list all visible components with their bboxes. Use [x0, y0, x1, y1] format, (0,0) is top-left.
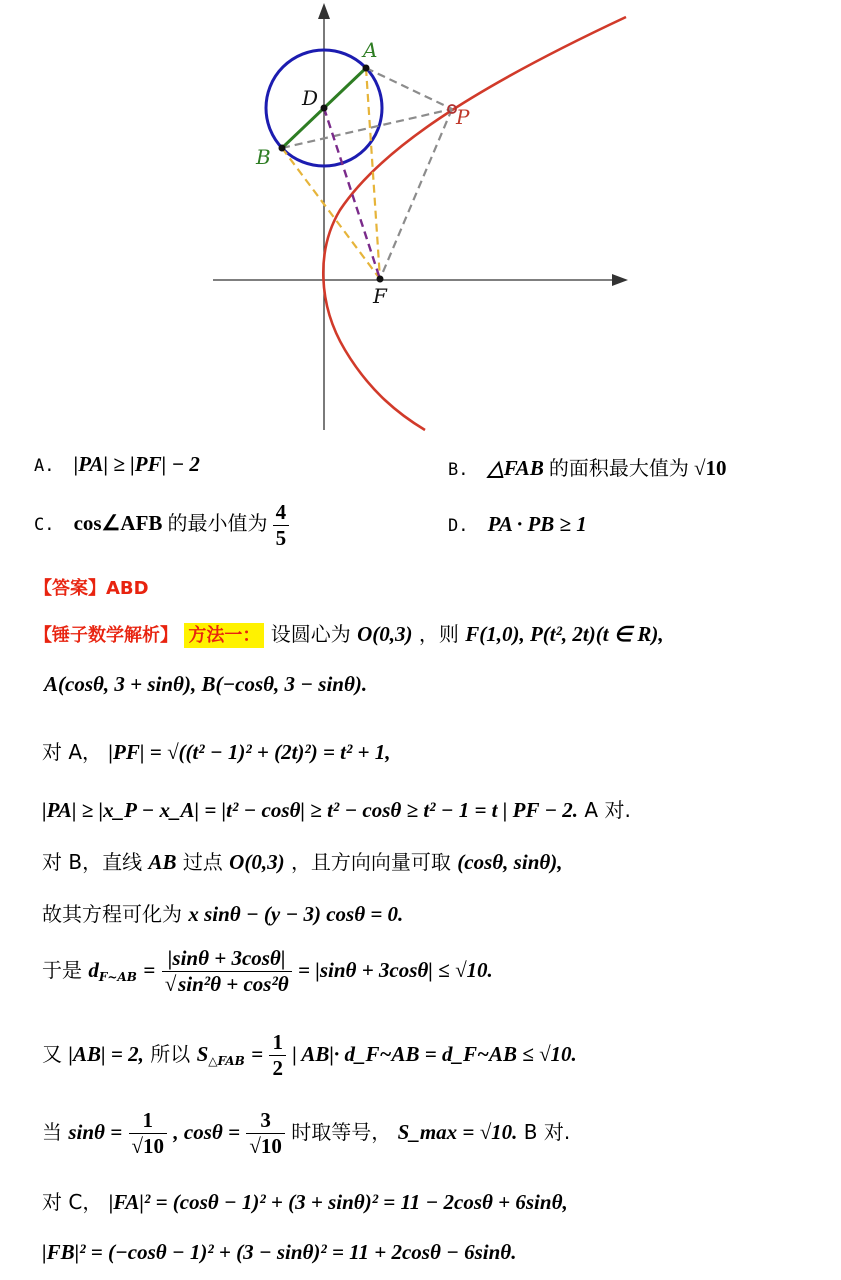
option-d — [448, 512, 587, 537]
analysis-a-2 — [42, 794, 631, 823]
b-cos-num: 3 — [246, 1108, 285, 1134]
b-sin-num: 1 — [129, 1108, 168, 1134]
b-d-den: sin²θ + cos²θ — [178, 972, 289, 996]
c-fb: |FB|² = (−cosθ − 1)² + (3 − sinθ)² = 11 + 2cosθ − 6sinθ. — [42, 1240, 517, 1264]
a-line2: |PA| ≥ |x_P − x_A| = |t² − cosθ| ≥ t² − cosθ ≥ t² − 1 = t | PF − 2. — [42, 798, 579, 822]
analysis-label: 【锤子数学解析】 — [34, 625, 178, 646]
analysis-line-2 — [44, 672, 367, 697]
then-text: ，则 — [418, 622, 459, 646]
b-sin-den: √10 — [131, 1134, 165, 1158]
option-c-num: 4 — [273, 500, 290, 526]
point-a — [363, 65, 370, 72]
method-label: 方法一： — [184, 623, 264, 648]
b-sin-fraction — [129, 1108, 168, 1159]
b-s-half-den: 2 — [272, 1056, 283, 1080]
y-axis-arrow — [318, 3, 330, 19]
b-cos-lhs: , cosθ = — [173, 1120, 241, 1144]
option-b — [448, 452, 727, 481]
b-eq-cond-text: 当 — [42, 1120, 62, 1144]
b-s-text2: 所以 — [150, 1042, 191, 1066]
x-axis-arrow — [612, 274, 628, 286]
b-d-sub: F~AB — [98, 970, 137, 984]
b-sin-lhs: sinθ = — [68, 1120, 123, 1144]
points-line: F(1,0), P(t², 2t)(t ∈ R), — [465, 622, 664, 646]
b-d-num: |sinθ + 3cosθ| — [162, 946, 292, 972]
analysis-line-1 — [34, 618, 664, 647]
label-p: P — [456, 105, 470, 129]
center-o: O(0,3) — [357, 622, 413, 646]
point-b — [279, 145, 286, 152]
option-c-letter: C. — [34, 515, 55, 535]
a-pf: |PF| = √((t² − 1)² + (2t)²) = t² + 1, — [108, 740, 391, 764]
answer-line — [34, 574, 149, 600]
b-d-fraction: $\frac{|\sin\theta + 3\cos\theta|}{\text{√sin²θ + cos²θ}}$ — [162, 946, 292, 997]
option-c-den: 5 — [275, 526, 287, 550]
b-eq: x sinθ − (y − 3) cosθ = 0. — [188, 902, 404, 926]
b-d-lhs: d — [88, 958, 99, 982]
option-b-prefix: △FAB — [487, 456, 544, 480]
point-f — [377, 276, 384, 283]
c-fa: |FA|² = (cosθ − 1)² + (3 + sinθ)² = 11 − 2cosθ + 6sinθ, — [108, 1190, 568, 1214]
b-cos-fraction — [246, 1108, 285, 1159]
b-s-ab: |AB| = 2, — [68, 1042, 144, 1066]
a-head: 对 A， — [42, 740, 103, 764]
segment-fb — [282, 148, 380, 279]
option-c-prefix: cos∠AFB — [73, 511, 163, 535]
b-eq-cond-text2: 时取等号， — [291, 1120, 392, 1144]
option-d-letter: D. — [448, 516, 469, 536]
option-a-expr: |PA| ≥ |PF| − 2 — [73, 452, 200, 476]
analysis-b-4: 又 |AB| = 2, 所以 $S_{\triangle FAB}$ = $\frac{1}{2}$ | AB|· d_F~AB = d_F~AB ≤ √10. — [42, 1030, 577, 1080]
points-ab: A(cosθ, 3 + sinθ), B(−cosθ, 3 − sinθ). — [44, 672, 368, 696]
analysis-b-2 — [42, 898, 403, 927]
b-head: 对 B，直线 — [42, 850, 143, 874]
geometry-figure — [0, 0, 841, 440]
b-pass: 过点 — [182, 850, 223, 874]
b-cos-den: √10 — [249, 1134, 282, 1158]
a-line2-end: A 对. — [584, 798, 631, 822]
option-d-expr: PA · PB ≥ 1 — [487, 512, 587, 536]
b-s-rhs: | AB|· d_F~AB = d_F~AB ≤ √10. — [292, 1042, 577, 1066]
b-s-half — [269, 1030, 286, 1081]
point-d — [321, 105, 328, 112]
b-eq-text: 故其方程可化为 — [42, 902, 182, 926]
option-b-letter: B. — [448, 460, 469, 480]
analysis-a-1 — [42, 736, 391, 765]
analysis-b-5 — [42, 1108, 570, 1159]
label-a: A — [363, 38, 378, 62]
b-ab: AB — [148, 850, 177, 874]
label-f: F — [373, 284, 387, 308]
option-a-letter: A. — [34, 456, 55, 476]
label-b: B — [256, 145, 271, 169]
analysis-c-1 — [42, 1186, 568, 1215]
option-c-fraction — [273, 500, 290, 551]
b-s-text1: 又 — [42, 1042, 62, 1066]
option-b-text: 的面积最大值为 — [548, 456, 689, 480]
b-smax: S_max = √10. — [397, 1120, 518, 1144]
b-vec: (cosθ, sinθ), — [457, 850, 563, 874]
b-s-half-num: 1 — [269, 1030, 286, 1056]
b-s-lhs: S — [196, 1042, 209, 1066]
analysis-b-3: 于是 $d_{F\sim AB}$ = $\frac{|\sin\theta + 3\cos\theta|}{\text{√sin²θ + cos²θ}}$ = |sinθ + 3cosθ| ≤ √10. — [42, 946, 493, 996]
segment-fa — [366, 68, 380, 279]
b-d-rhs: = |sinθ + 3cosθ| ≤ √10. — [298, 958, 493, 982]
c-head: 对 C， — [42, 1190, 103, 1214]
answer-value: ABD — [106, 578, 149, 599]
option-c-text: 的最小值为 — [167, 511, 268, 535]
b-d-text: 于是 — [42, 958, 82, 982]
option-c — [34, 500, 289, 551]
b-o: O(0,3) — [229, 850, 285, 874]
b-s-sub: △FAB — [208, 1054, 245, 1068]
option-b-value: √10 — [694, 456, 727, 480]
intro-text: 设圆心为 — [270, 622, 351, 646]
label-d: D — [302, 86, 319, 110]
option-a — [34, 452, 200, 477]
b-dir: ，且方向向量可取 — [290, 850, 451, 874]
parabola-curve — [323, 17, 626, 430]
b-end: B 对. — [523, 1120, 571, 1144]
analysis-b-1 — [42, 846, 563, 875]
answer-label: 【答案】 — [34, 578, 106, 599]
analysis-c-2 — [42, 1240, 516, 1265]
